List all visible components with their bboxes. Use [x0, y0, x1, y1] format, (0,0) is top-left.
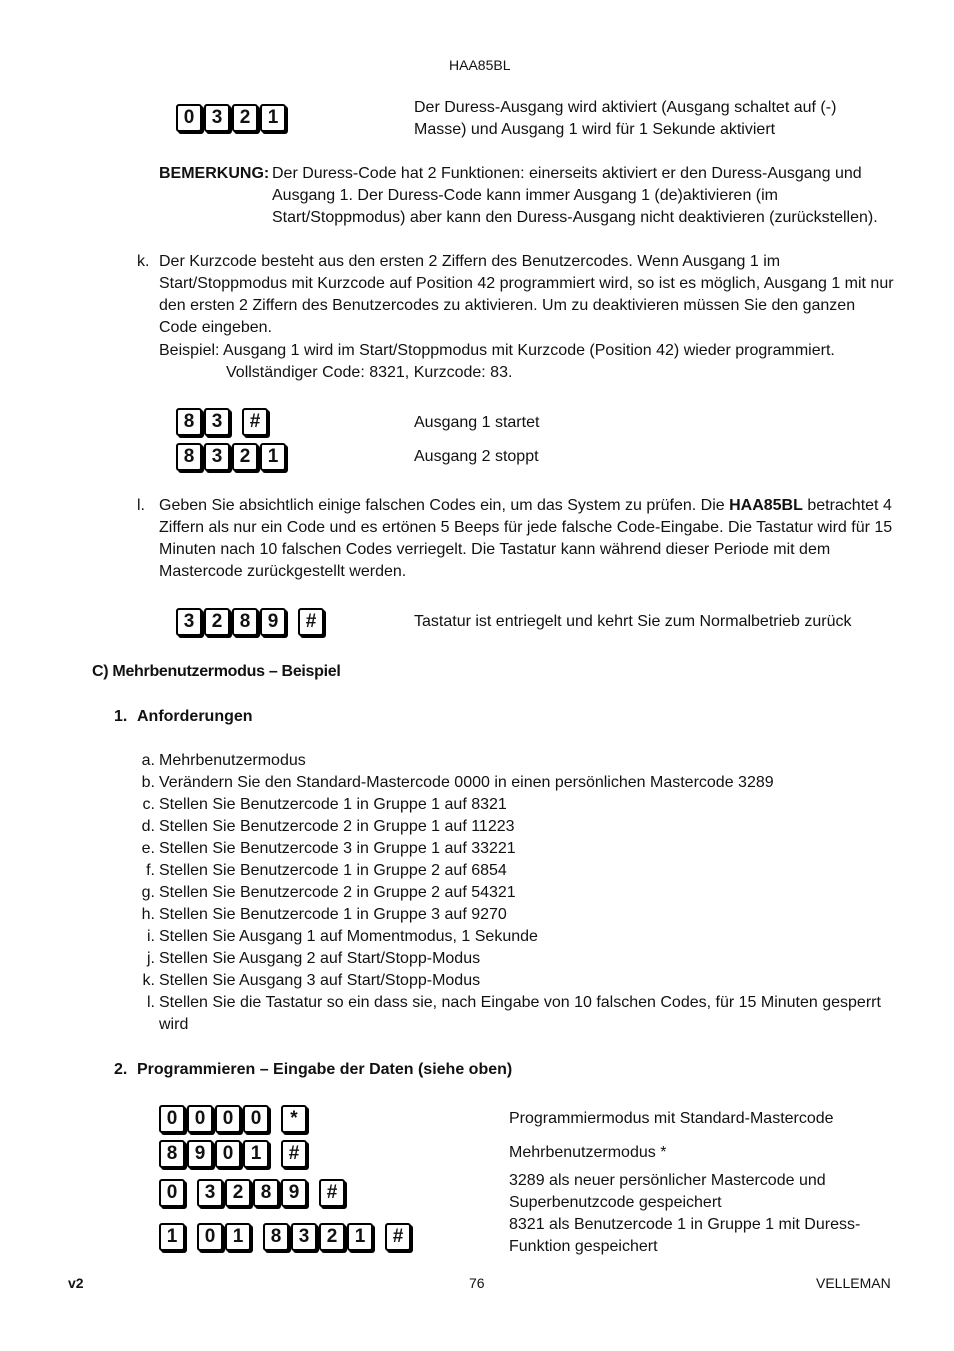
- keypad-sequence-prog-1: [159, 1105, 309, 1133]
- sub2-num: 2.: [114, 1061, 128, 1078]
- item-l-marker: l.: [137, 497, 145, 514]
- list-text: Stellen Sie Ausgang 1 auf Momentmodus, 1 Sekunde: [159, 928, 538, 945]
- key: 8: [232, 608, 258, 636]
- prog-desc: Programmiermodus mit Standard-Mastercode: [509, 1110, 834, 1127]
- footer-brand: VELLEMAN: [816, 1275, 891, 1291]
- keypad-sequence-prog-4: [159, 1223, 413, 1251]
- key-hash: #: [319, 1179, 345, 1207]
- list-marker: g.: [141, 884, 155, 901]
- key-hash: #: [242, 408, 268, 436]
- prog-desc: Funktion gespeichert: [509, 1238, 658, 1255]
- key: 1: [159, 1223, 185, 1251]
- note-line: Der Duress-Code hat 2 Funktionen: einerseits aktiviert er den Duress-Ausgang und: [272, 165, 862, 182]
- item-k-line: Start/Stoppmodus mit Kurzcode auf Position 42 programmiert wird, so ist es möglich, Ausgang 1 mit nur: [159, 275, 894, 292]
- item-l-line-1-pre: Geben Sie absichtlich einige falschen Codes ein, um das System zu prüfen. Die: [159, 497, 730, 514]
- key: 0: [187, 1105, 213, 1133]
- item-k-example: Beispiel: Ausgang 1 wird im Start/Stoppmodus mit Kurzcode (Position 42) wieder programmiert.: [159, 342, 835, 359]
- list-text: Stellen Sie Benutzercode 3 in Gruppe 1 auf 33221: [159, 840, 516, 857]
- key: 9: [187, 1140, 213, 1168]
- key: 8: [176, 408, 202, 436]
- item-l-desc: Tastatur ist entriegelt und kehrt Sie zum Normalbetrieb zurück: [414, 613, 852, 630]
- list-text: Stellen Sie Benutzercode 2 in Gruppe 2 auf 54321: [159, 884, 516, 901]
- list-text: Stellen Sie Ausgang 3 auf Start/Stopp-Modus: [159, 972, 481, 989]
- key: 1: [347, 1223, 373, 1251]
- key: 3: [176, 608, 202, 636]
- key: 9: [281, 1179, 307, 1207]
- key: 0: [215, 1140, 241, 1168]
- key: 2: [232, 104, 258, 132]
- list-text: Stellen Sie Benutzercode 1 in Gruppe 3 auf 9270: [159, 906, 507, 923]
- prog-desc: 8321 als Benutzercode 1 in Gruppe 1 mit Duress-: [509, 1216, 861, 1233]
- key: 8: [159, 1140, 185, 1168]
- item-l-model: HAA85BL: [729, 497, 803, 514]
- key: 0: [215, 1105, 241, 1133]
- list-marker: l.: [147, 994, 155, 1011]
- sub1-num: 1.: [114, 708, 128, 725]
- seq1-desc: Ausgang 1 startet: [414, 414, 540, 431]
- list-text: Stellen Sie Benutzercode 2 in Gruppe 1 auf 11223: [159, 818, 515, 835]
- key: 2: [319, 1223, 345, 1251]
- item-l-line: Minuten nach 10 falschen Codes verriegelt. Die Tastatur kann während dieser Periode mit dem: [159, 541, 831, 558]
- key: 0: [243, 1105, 269, 1133]
- list-marker: d.: [141, 818, 155, 835]
- list-text: Stellen Sie Ausgang 2 auf Start/Stopp-Modus: [159, 950, 481, 967]
- list-text: Stellen Sie die Tastatur so ein dass sie, nach Eingabe von 10 falschen Codes, für 15 Minuten gesperrt: [159, 994, 881, 1011]
- list-marker: e.: [141, 840, 155, 857]
- key: 2: [225, 1179, 251, 1207]
- duress-desc-line: Masse) und Ausgang 1 wird für 1 Sekunde aktiviert: [414, 121, 776, 138]
- prog-desc: Mehrbenutzermodus *: [509, 1144, 667, 1161]
- list-marker: a.: [141, 752, 155, 769]
- keypad-sequence-3289: [176, 608, 326, 636]
- item-l-line-1: [159, 495, 892, 517]
- key-star: *: [281, 1105, 307, 1133]
- key: 1: [225, 1223, 251, 1251]
- item-l-line-1-post: betrachtet 4: [802, 497, 892, 514]
- key-hash: #: [281, 1140, 307, 1168]
- item-k-line: den ersten 2 Ziffern des Benutzercodes zu aktivieren. Um zu deaktivieren müssen Sie den ganzen: [159, 297, 856, 314]
- footer-version: v2: [68, 1275, 84, 1291]
- duress-desc-line: Der Duress-Ausgang wird aktiviert (Ausgang schaltet auf (-): [414, 99, 837, 116]
- key: 8: [253, 1179, 279, 1207]
- key: 3: [204, 443, 230, 471]
- list-text: Mehrbenutzermodus: [159, 752, 306, 769]
- keypad-sequence-duress: [176, 104, 288, 132]
- key: 8: [176, 443, 202, 471]
- note-line: Start/Stoppmodus) aber kann den Duress-Ausgang nicht deaktivieren (zurückstellen).: [272, 209, 878, 226]
- list-text: Verändern Sie den Standard-Mastercode 0000 in einen persönlichen Mastercode 3289: [159, 774, 774, 791]
- list-marker: j.: [147, 950, 155, 967]
- item-l-line: Mastercode zurückgestellt werden.: [159, 563, 407, 580]
- list-text: Stellen Sie Benutzercode 1 in Gruppe 1 auf 8321: [159, 796, 507, 813]
- key: 1: [243, 1140, 269, 1168]
- keypad-sequence-prog-2: [159, 1140, 309, 1168]
- prog-desc: Superbenutzcode gespeichert: [509, 1194, 722, 1211]
- item-k-marker: k.: [137, 253, 150, 270]
- key-hash: #: [298, 608, 324, 636]
- keypad-sequence-prog-3: [159, 1179, 347, 1207]
- keypad-sequence-8321: [176, 443, 288, 471]
- list-marker: f.: [146, 862, 155, 879]
- key: 0: [197, 1223, 223, 1251]
- item-k-line: Code eingeben.: [159, 319, 272, 336]
- list-marker: b.: [141, 774, 155, 791]
- key: 3: [204, 408, 230, 436]
- list-marker: c.: [142, 796, 155, 813]
- header-model: HAA85BL: [449, 57, 511, 73]
- key: 0: [159, 1105, 185, 1133]
- item-l-line: Ziffern als nur ein Code und es ertönen 5 Beeps für jede falsche Code-Eingabe. Die Tastatur wird für 15: [159, 519, 893, 536]
- footer-page: 76: [469, 1275, 485, 1291]
- key: 8: [263, 1223, 289, 1251]
- key: 3: [197, 1179, 223, 1207]
- item-k-line: Der Kurzcode besteht aus den ersten 2 Ziffern des Benutzercodes. Wenn Ausgang 1 im: [159, 253, 781, 270]
- key: 1: [260, 104, 286, 132]
- key: 2: [204, 608, 230, 636]
- sub2-title: Programmieren – Eingabe der Daten (siehe oben): [137, 1061, 513, 1078]
- key: 9: [260, 608, 286, 636]
- item-k-example-2: Vollständiger Code: 8321, Kurzcode: 83.: [226, 364, 513, 381]
- key: 3: [204, 104, 230, 132]
- note-line: Ausgang 1. Der Duress-Code kann immer Ausgang 1 (de)aktivieren (im: [272, 187, 779, 204]
- list-text: Stellen Sie Benutzercode 1 in Gruppe 2 auf 6854: [159, 862, 507, 879]
- seq2-desc: Ausgang 2 stoppt: [414, 448, 539, 465]
- key-hash: #: [385, 1223, 411, 1251]
- sub1-title: Anforderungen: [137, 708, 253, 725]
- key: 3: [291, 1223, 317, 1251]
- keypad-sequence-83: [176, 408, 270, 436]
- list-marker: h.: [141, 906, 155, 923]
- key: 2: [232, 443, 258, 471]
- key: 0: [159, 1179, 185, 1207]
- list-marker: i.: [147, 928, 155, 945]
- list-item-continuation: wird: [159, 1016, 189, 1033]
- key: 0: [176, 104, 202, 132]
- key: 1: [260, 443, 286, 471]
- list-marker: k.: [142, 972, 155, 989]
- section-c-title: C) Mehrbenutzermodus – Beispiel: [92, 663, 341, 680]
- prog-desc: 3289 als neuer persönlicher Mastercode und: [509, 1172, 826, 1189]
- note-label: BEMERKUNG:: [159, 165, 270, 182]
